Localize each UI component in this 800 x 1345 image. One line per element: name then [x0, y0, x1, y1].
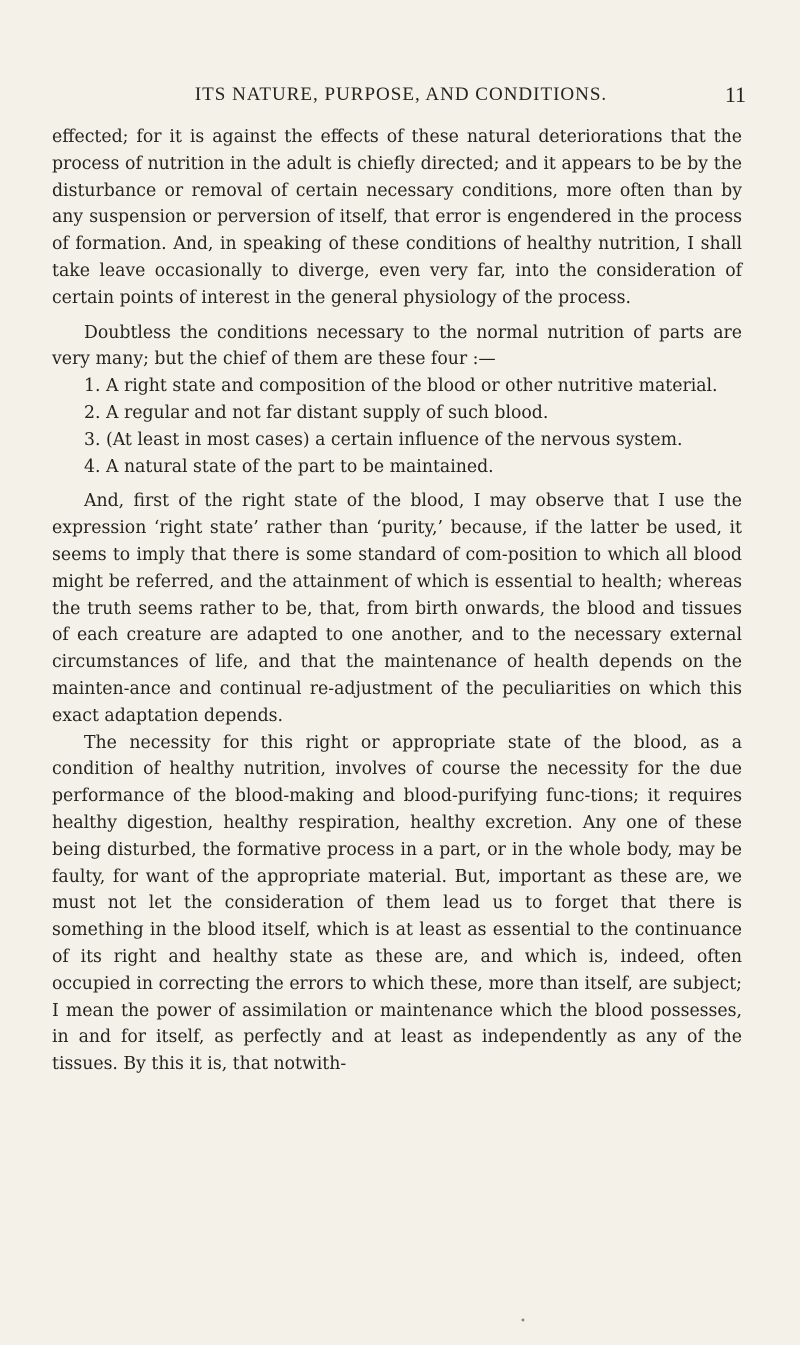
- running-head: [56, 84, 746, 114]
- paragraph-continuation: effected; for it is against the effects of these natural deteriorations that the process of nutrition in the adult is chiefly directed; and it appears to be by the disturbance or removal of certain necessary conditions, more often than by any suspension or perversion of itself, that error is engendered in the process of formation. And, in speaking of these conditions of healthy nutrition, I shall take leave occasionally to diverge, even very far, into the consideration of certain points of interest in the general physiology of the process.: [52, 127, 742, 308]
- paragraph-right-state: And, first of the right state of the blood, I may observe that I use the expression ‘right state’ rather than ‘purity,’ because, if the latter be used, it seems to imply that there is some standard of com-position to which all blood might be referred, and the attainment of which is essential to health; whereas the truth seems rather to be, that, from birth onwards, the blood and tissues of each creature are adapted to one another, and to the necessary external circumstances of life, and that the maintenance of health depends on the mainten-ance and continual re-adjustment of the peculiarities on which this exact adaptation depends.: [52, 491, 742, 726]
- page-speck: •: [520, 1316, 526, 1327]
- list-item-condition-4: 4. A natural state of the part to be maintained.: [84, 456, 494, 477]
- running-title: ITS NATURE, PURPOSE, AND CONDITIONS.: [194, 84, 608, 105]
- paragraph-conditions-intro: Doubtless the conditions necessary to the normal nutrition of parts are very many; but the chief of them are these four :—: [52, 322, 742, 370]
- list-item-condition-1: 1. A right state and composition of the blood or other nutritive material.: [84, 376, 718, 397]
- paragraph-necessity: The necessity for this right or appropriate state of the blood, as a condition of healthy nutrition, involves of course the necessity for the due performance of the blood-making and blood-purifying func-tions; it requires healthy digestion, healthy respiration, healthy excretion. Any one of these being disturbed, the formative process in a part, or in the whole body, may be faulty, for want of the appropriate material. But, important as these are, we must not let the consideration of them lead us to forget that there is something in the blood itself, which is at least as essential to the continuance of its right and healthy state as these are, and which is, indeed, often occupied in correcting the errors to which these, more than itself, are subject; I mean the power of assimilation or maintenance which the blood possesses, in and for itself, as perfectly and at least as independently as any of the tissues. By this it is, that notwith-: [52, 732, 742, 1075]
- list-item-condition-2: 2. A regular and not far distant supply of such blood.: [84, 402, 549, 423]
- list-item-condition-3: 3. (At least in most cases) a certain influence of the nervous system.: [84, 429, 683, 450]
- body-text: [52, 124, 742, 1078]
- page-number: 11: [724, 82, 746, 107]
